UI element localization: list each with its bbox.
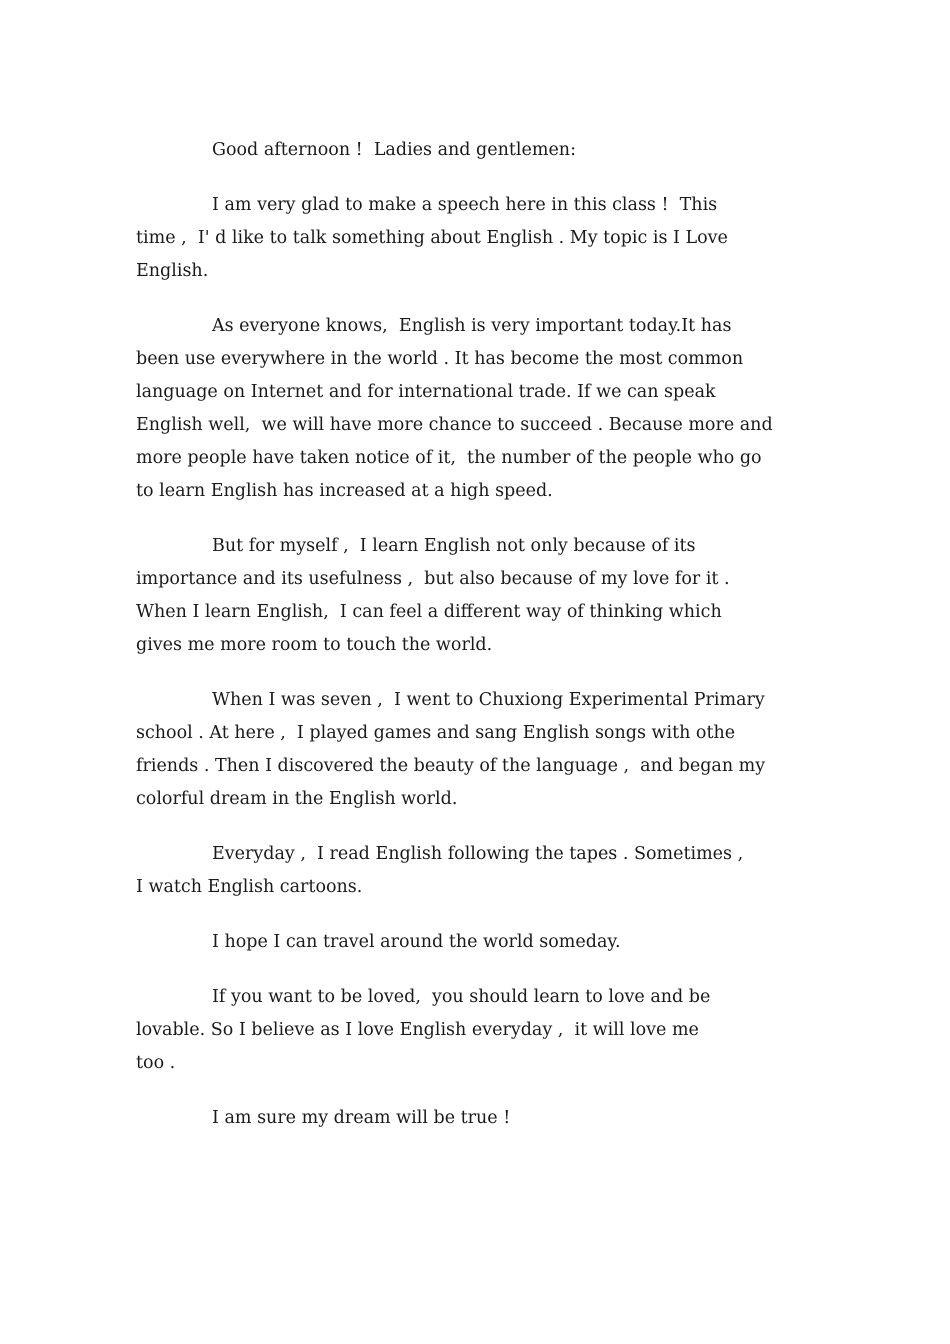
text-line: school . At here , I played games and sang English songs with othe xyxy=(136,723,736,743)
text-line: As everyone knows, English is very important today.It has xyxy=(212,316,732,336)
text-line: time , I' d like to talk something about English . My topic is I Love xyxy=(136,228,728,248)
text-line: lovable. So I believe as I love English everyday , it will love me xyxy=(136,1020,699,1040)
text-line: When I learn English, I can feel a different way of thinking which xyxy=(136,602,722,622)
text-line: I am sure my dream will be true ! xyxy=(212,1108,511,1128)
paragraph-importance xyxy=(136,310,816,508)
text-line: language on Internet and for international trade. If we can speak xyxy=(136,382,716,402)
paragraph-childhood xyxy=(136,684,816,816)
paragraph-greeting xyxy=(136,134,816,167)
text-line: English. xyxy=(136,261,209,281)
speech-text xyxy=(136,134,816,1157)
text-line: I hope I can travel around the world someday. xyxy=(212,932,621,952)
text-line: gives me more room to touch the world. xyxy=(136,635,493,655)
paragraph-personal xyxy=(136,530,816,662)
text-line: been use everywhere in the world . It has become the most common xyxy=(136,349,744,369)
text-line: If you want to be loved, you should learn to love and be xyxy=(212,987,711,1007)
text-line: When I was seven , I went to Chuxiong Experimental Primary xyxy=(212,690,765,710)
paragraph-everyday xyxy=(136,838,816,904)
text-line: Good afternoon ! Ladies and gentlemen: xyxy=(212,140,576,160)
text-line: friends . Then I discovered the beauty of the language , and began my xyxy=(136,756,766,776)
text-line: importance and its usefulness , but also because of my love for it . xyxy=(136,569,730,589)
paragraph-closing xyxy=(136,1102,816,1135)
text-line: Everyday , I read English following the tapes . Sometimes , xyxy=(212,844,744,864)
text-line: I watch English cartoons. xyxy=(136,877,363,897)
text-line: colorful dream in the English world. xyxy=(136,789,458,809)
paragraph-hope xyxy=(136,926,816,959)
paragraph-love xyxy=(136,981,816,1080)
text-line: But for myself , I learn English not only because of its xyxy=(212,536,696,556)
text-line: more people have taken notice of it, the number of the people who go xyxy=(136,448,762,468)
text-line: I am very glad to make a speech here in this class ! This xyxy=(212,195,718,215)
paragraph-intro xyxy=(136,189,816,288)
text-line: to learn English has increased at a high speed. xyxy=(136,481,553,501)
text-line: too . xyxy=(136,1053,176,1073)
text-line: English well, we will have more chance to succeed . Because more and xyxy=(136,415,773,435)
